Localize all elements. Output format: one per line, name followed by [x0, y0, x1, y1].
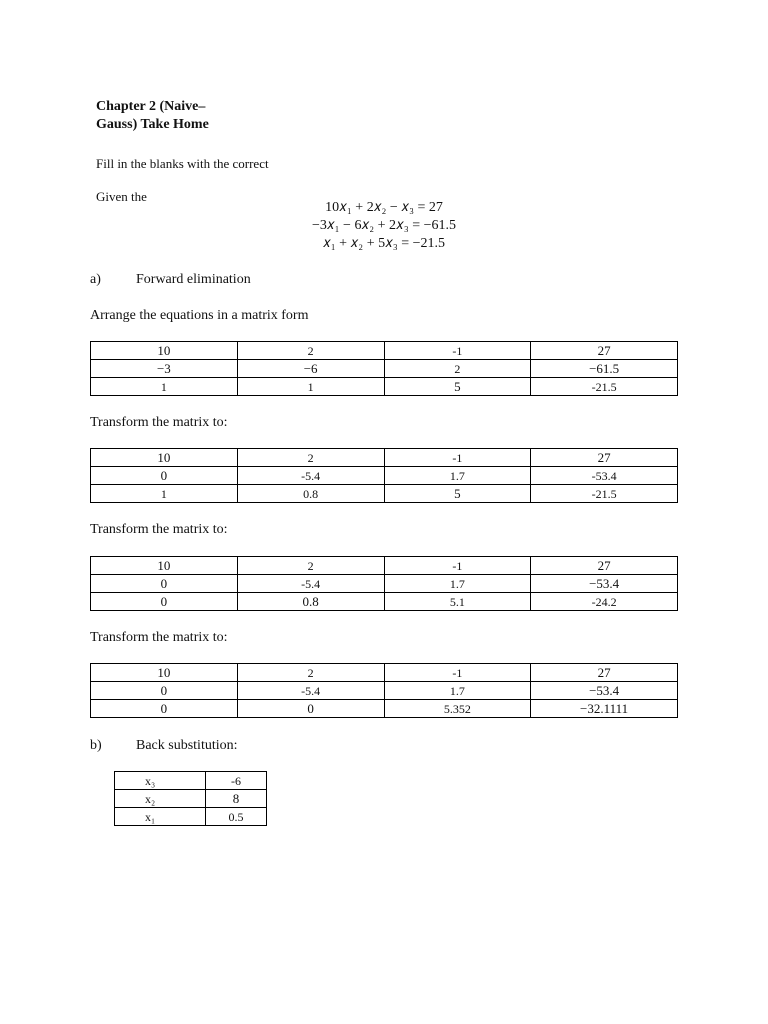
matrix-cell: -24.2: [531, 593, 678, 611]
part-b-title: Back substitution:: [136, 738, 238, 753]
matrix-cell: 10: [91, 664, 238, 682]
matrix-cell: 1.7: [384, 682, 531, 700]
matrix-cell: −61.5: [531, 360, 678, 378]
table-row: [91, 557, 678, 575]
table-row: [91, 593, 678, 611]
table-row: [91, 575, 678, 593]
matrix-cell: 10: [91, 449, 238, 467]
solution-variable: x₃: [115, 772, 206, 790]
equation-3: 𝑥₁ + 𝑥₂ + 5𝑥₃ = −21.5: [322, 236, 446, 251]
instruction-text: Fill in the blanks with the correct: [96, 156, 269, 171]
solution-value: 8: [206, 790, 267, 808]
matrix-cell: -1: [384, 342, 531, 360]
matrix-cell: −32.1111: [531, 700, 678, 718]
table-row: [91, 449, 678, 467]
table-row: [91, 485, 678, 503]
matrix-cell: -53.4: [531, 467, 678, 485]
matrix-cell: -5.4: [237, 467, 384, 485]
table-row: [91, 700, 678, 718]
chapter-heading-line-1: Chapter 2 (Naive–: [96, 99, 206, 114]
matrix-cell: 2: [384, 360, 531, 378]
matrix-cell: 2: [237, 342, 384, 360]
matrix-cell: -21.5: [531, 378, 678, 396]
matrix-cell: 1: [237, 378, 384, 396]
table-row: [115, 790, 267, 808]
matrix-cell: -1: [384, 557, 531, 575]
table-row: [115, 772, 267, 790]
equation-system: [0, 199, 768, 253]
chapter-heading: [96, 98, 296, 132]
solution-value: -6: [206, 772, 267, 790]
solution-value: 0.5: [206, 808, 267, 826]
table-row: [91, 378, 678, 396]
solution-variable: x₁: [115, 808, 206, 826]
matrix-cell: 10: [91, 342, 238, 360]
matrix-cell: 2: [237, 557, 384, 575]
matrix-cell: 1: [91, 485, 238, 503]
table-row: [91, 664, 678, 682]
matrix-1: [90, 341, 678, 396]
matrix-cell: 27: [531, 664, 678, 682]
matrix-cell: -5.4: [237, 575, 384, 593]
matrix-cell: 27: [531, 557, 678, 575]
matrix-cell: −53.4: [531, 682, 678, 700]
table-row: [91, 342, 678, 360]
table-row: [91, 682, 678, 700]
chapter-heading-line-2: Gauss) Take Home: [96, 117, 209, 132]
part-a-label: a): [90, 272, 101, 287]
matrix-cell: 0.8: [237, 593, 384, 611]
matrix-cell: -5.4: [237, 682, 384, 700]
matrix-2: [90, 448, 678, 503]
given-text: Given the: [96, 189, 147, 204]
matrix-cell: 27: [531, 342, 678, 360]
solution-table: [114, 771, 267, 826]
equation-1: 10𝑥₁ + 2𝑥₂ − 𝑥₃ = 27: [325, 200, 443, 215]
matrix-cell: 0: [91, 593, 238, 611]
matrix-cell: -21.5: [531, 485, 678, 503]
matrix-cell: −6: [237, 360, 384, 378]
arrange-instruction: Arrange the equations in a matrix form: [90, 308, 309, 323]
matrix-cell: 0: [91, 700, 238, 718]
matrix-cell: 0.8: [237, 485, 384, 503]
matrix-cell: 0: [237, 700, 384, 718]
part-b-label: b): [90, 738, 102, 753]
matrix-cell: 5.1: [384, 593, 531, 611]
matrix-cell: 5: [384, 378, 531, 396]
matrix-cell: 10: [91, 557, 238, 575]
part-a-title: Forward elimination: [136, 272, 251, 287]
matrix-cell: −53.4: [531, 575, 678, 593]
matrix-cell: 1.7: [384, 575, 531, 593]
solution-variable: x₂: [115, 790, 206, 808]
matrix-cell: 2: [237, 664, 384, 682]
transform-instruction-3: Transform the matrix to:: [90, 630, 228, 645]
matrix-cell: 0: [91, 575, 238, 593]
transform-instruction-2: Transform the matrix to:: [90, 522, 228, 537]
matrix-cell: 27: [531, 449, 678, 467]
table-row: [91, 360, 678, 378]
matrix-cell: 5: [384, 485, 531, 503]
matrix-cell: 0: [91, 467, 238, 485]
matrix-cell: 1: [91, 378, 238, 396]
matrix-3: [90, 556, 678, 611]
equation-2: −3𝑥₁ − 6𝑥₂ + 2𝑥₃ = −61.5: [311, 218, 456, 233]
transform-instruction-1: Transform the matrix to:: [90, 415, 228, 430]
table-row: [91, 467, 678, 485]
table-row: [115, 808, 267, 826]
matrix-cell: 5.352: [384, 700, 531, 718]
matrix-cell: 0: [91, 682, 238, 700]
matrix-4: [90, 663, 678, 718]
matrix-cell: 1.7: [384, 467, 531, 485]
matrix-cell: -1: [384, 664, 531, 682]
matrix-cell: −3: [91, 360, 238, 378]
matrix-cell: -1: [384, 449, 531, 467]
matrix-cell: 2: [237, 449, 384, 467]
